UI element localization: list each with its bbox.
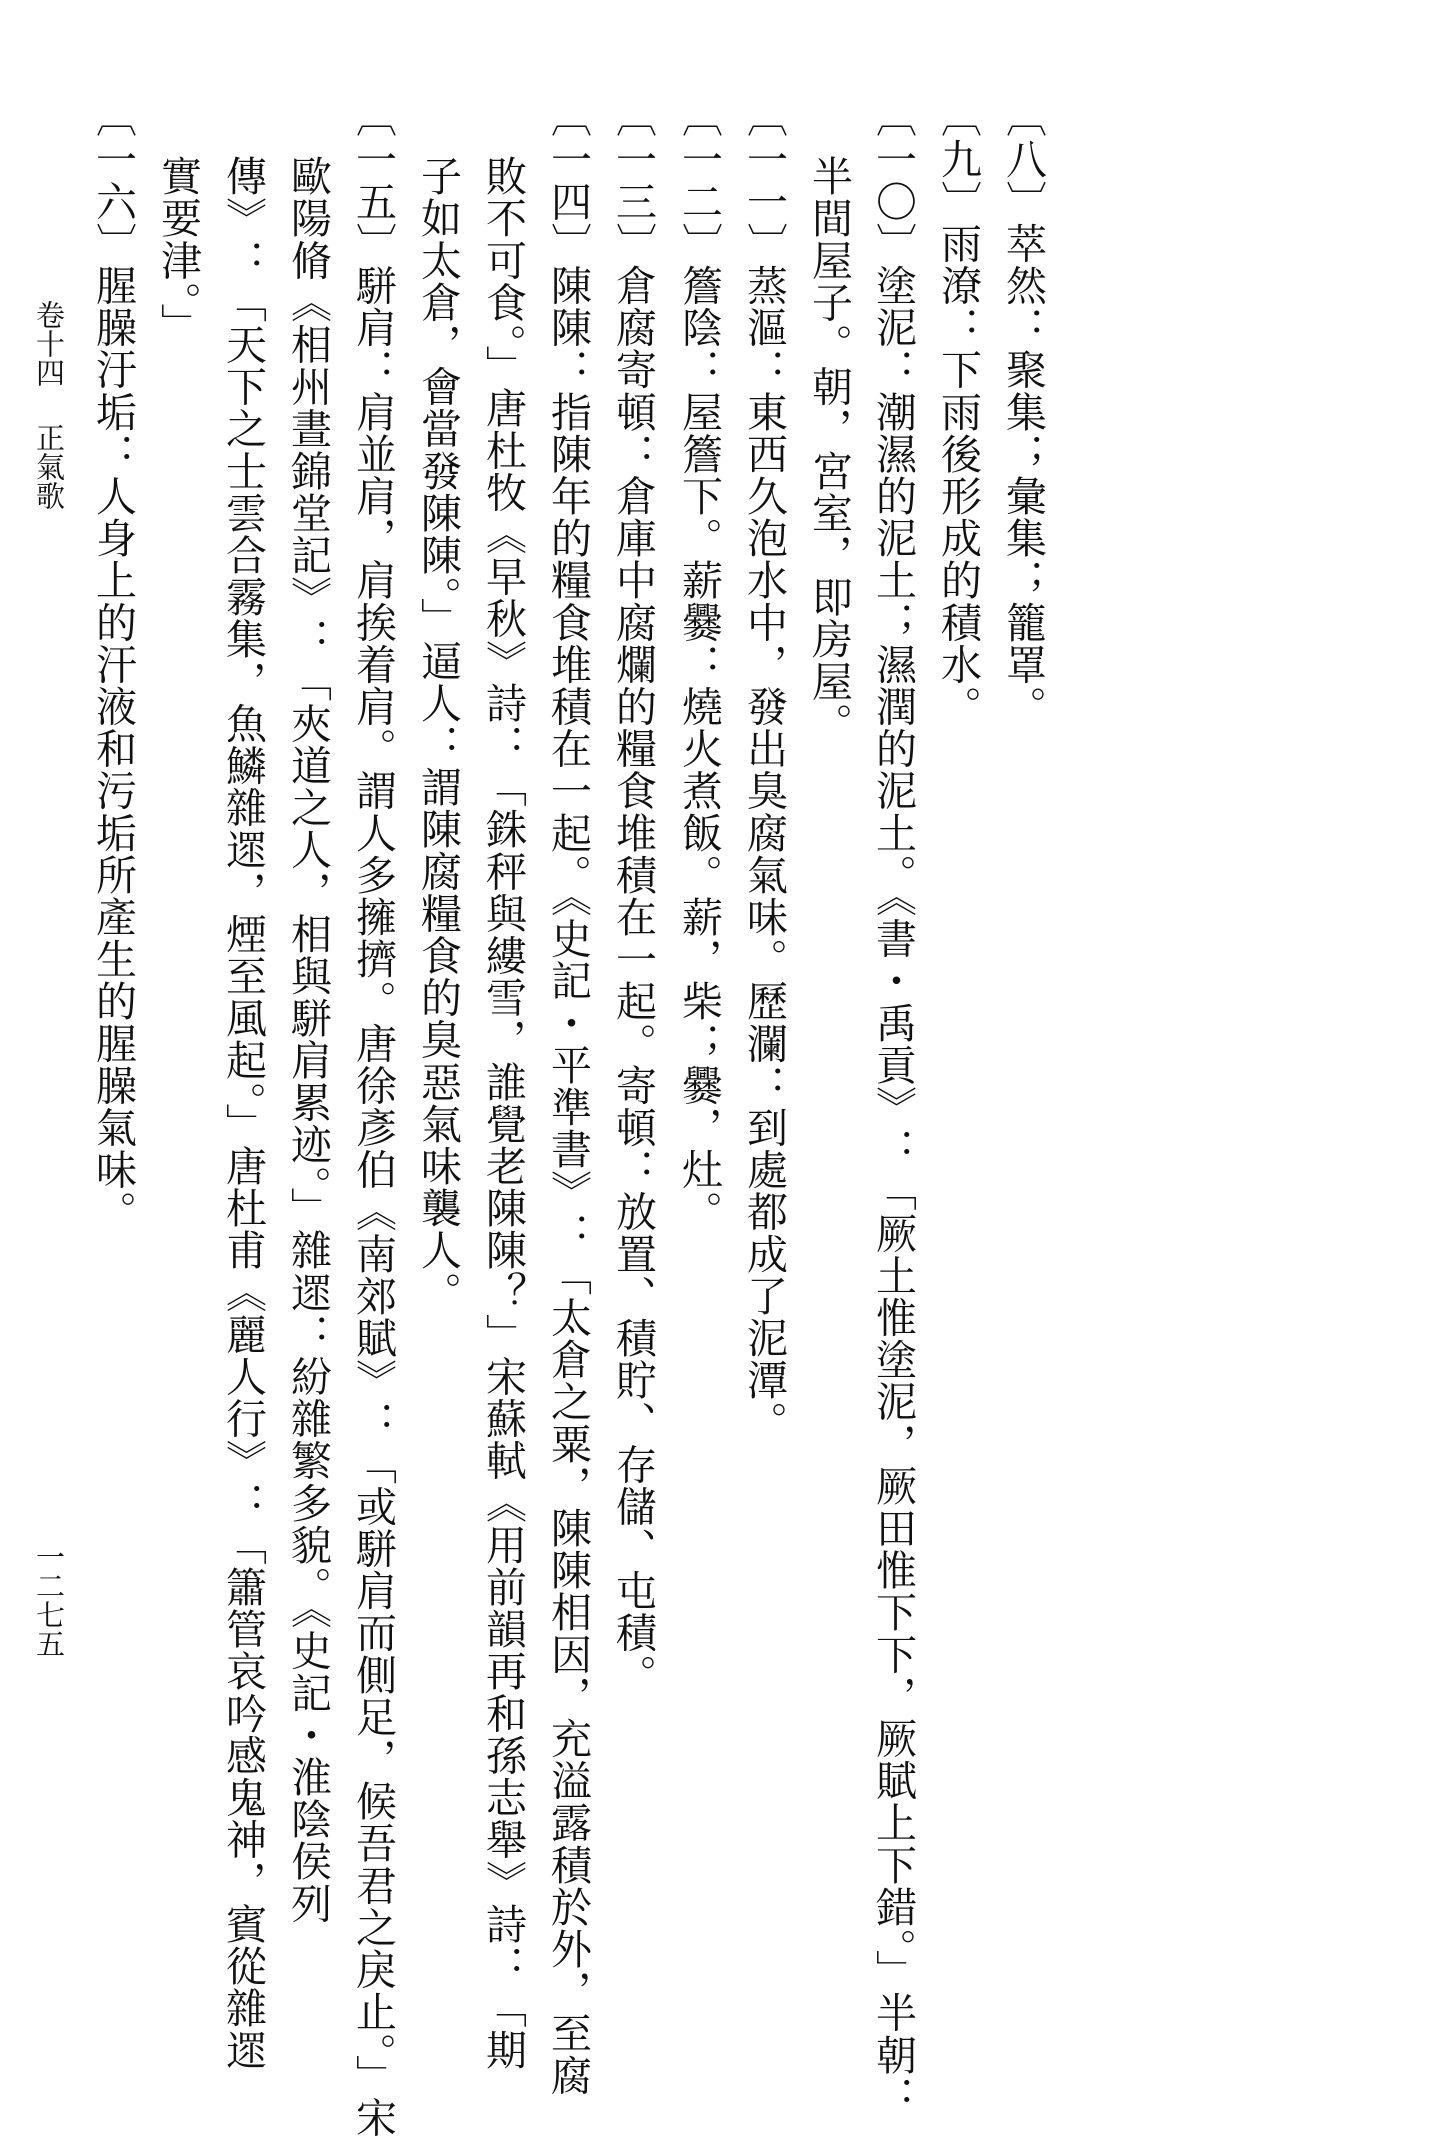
note-8: 〔八〕萃然：聚集；彙集；籠罩。 — [999, 96, 1047, 728]
running-header — [32, 300, 66, 510]
volume-label: 卷十四 — [32, 300, 66, 387]
note-15-cont-1: 歐陽脩《相州晝錦堂記》：「夾道之人，相與駢肩累迹。」雜遝：紛雜繁多貌。《史記・淮陰侯列 — [284, 155, 332, 1925]
note-15: 〔一五〕駢肩：肩並肩，肩挨着肩。謂人多擁擠。唐徐彥伯《南郊賦》：「或駢肩而側足，候吾君之戾止。」宋 — [349, 96, 397, 2138]
note-10-cont: 半間屋子。朝，宮室，即房屋。 — [805, 155, 853, 745]
page-number: 一二七五 — [32, 1542, 66, 1658]
note-14-cont-1: 敗不可食。」唐杜牧《早秋》詩：「銖秤與縷雪，誰覺老陳陳？」宋蘇軾《用前韻再和孫志舉》詩：「期 — [479, 155, 527, 2072]
note-10: 〔一〇〕塗泥：潮濕的泥土；濕潤的泥土。《書・禹貢》：「厥土惟塗泥，厥田惟下下，厥賦上下錯。」半朝： — [869, 96, 917, 2118]
note-14: 〔一四〕陳陳：指陳年的糧食堆積在一起。《史記・平準書》：「太倉之粟，陳陳相因，充溢露積於外，至腐 — [544, 96, 592, 2097]
note-9: 〔九〕雨潦：下雨後形成的積水。 — [934, 96, 982, 728]
note-16: 〔一六〕腥臊汙垢：人身上的汗液和污垢所產生的腥臊氣味。 — [89, 96, 137, 1233]
note-14-cont-2: 子如太倉，會當發陳陳。」逼人：謂陳腐糧食的臭惡氣味襲人。 — [414, 155, 462, 1314]
note-12: 〔一二〕簷陰：屋簷下。薪爨：燒火煮飯。薪，柴；爨，灶。 — [675, 96, 723, 1233]
chapter-title: 正氣歌 — [32, 423, 66, 510]
note-13: 〔一三〕倉腐寄頓：倉庫中腐爛的糧食堆積在一起。寄頓：放置、積貯、存儲、屯積。 — [609, 96, 657, 1696]
note-11: 〔一一〕蒸漚：東西久泡水中，發出臭腐氣味。歷瀾：到處都成了泥潭。 — [740, 96, 788, 1444]
note-15-cont-3: 實要津。」 — [154, 155, 202, 345]
note-15-cont-2: 傳》：「天下之士雲合霧集，魚鱗雜遝，煙至風起。」唐杜甫《麗人行》：「簫管哀吟感鬼神，賓從雜遝 — [219, 155, 267, 2072]
